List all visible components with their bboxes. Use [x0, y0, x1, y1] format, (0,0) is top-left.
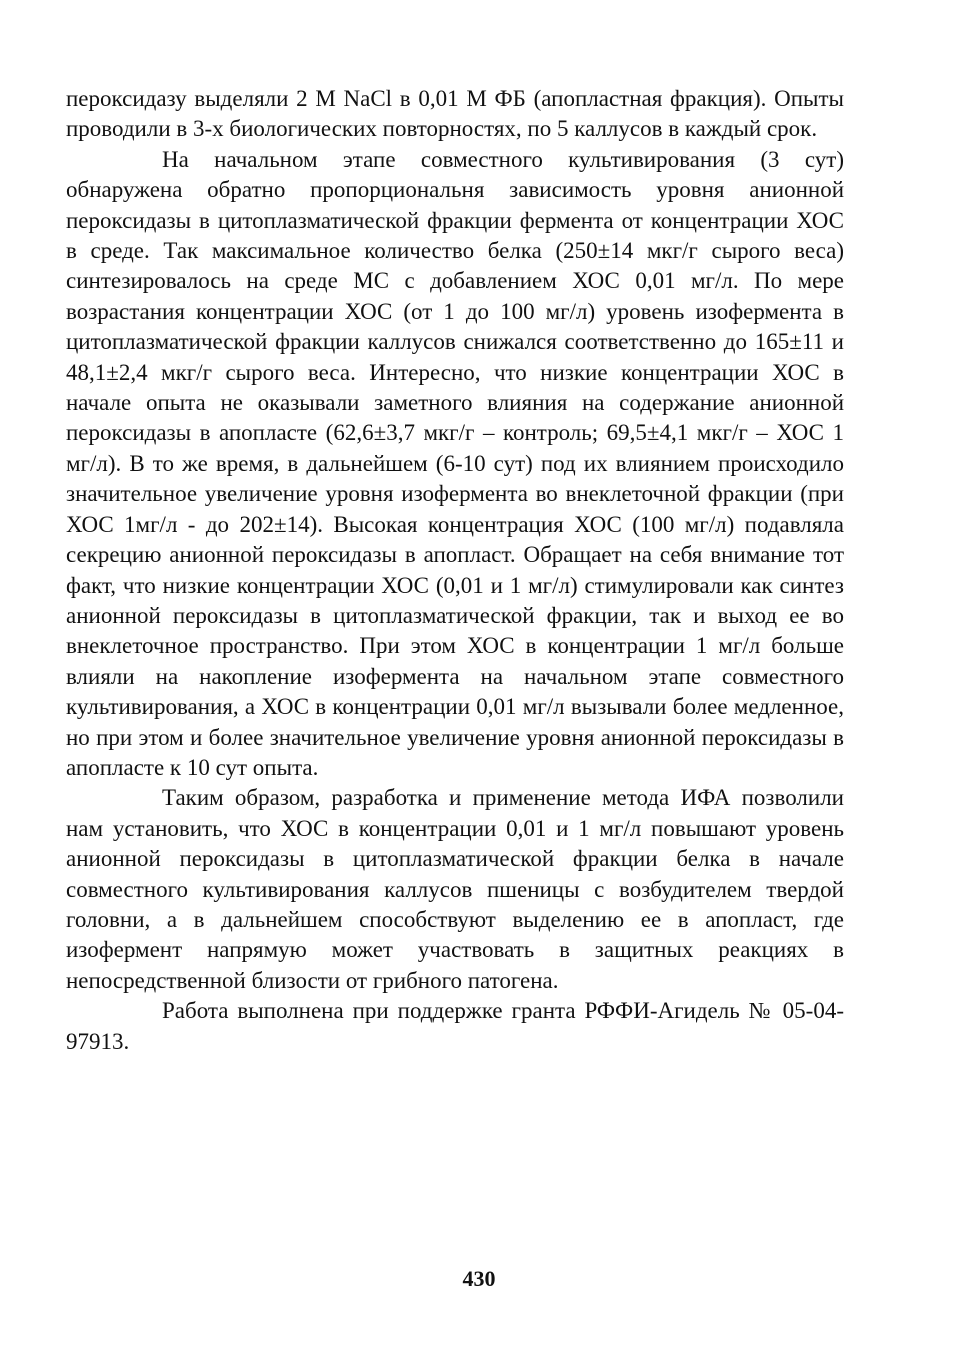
paragraph-3: Таким образом, разработка и применение метода ИФА позволили нам установить, что ХОС в концентрации 0,01 и 1 мг/л повышают уровень анионной пероксидазы в цитоплазматической фракции белка в начале совместного культивирования каллусов пшеницы с возбудителем твердой головни, а в дальнейшем способствуют выделению ее в апопласт, где изофермент напрямую может участвовать в защитных реакциях в непосредственной близости от грибного патогена. [66, 785, 844, 993]
paragraph-4: Работа выполнена при поддержке гранта РФФИ-Агидель № 05-04-97913. [66, 998, 844, 1054]
page-number: 430 [462, 1266, 496, 1291]
page-body [66, 84, 844, 1057]
paragraph-1: пероксидазу выделяли 2 М NaCl в 0,01 М ФБ (апопластная фракция). Опыты проводили в 3-х биологических повторностях, по 5 каллусов в каждый срок. [66, 86, 844, 142]
paragraph-2: На начальном этапе совместного культивирования (3 сут) обнаружена обратно пропорциональня зависимость уровня анионной пероксидазы в цитоплазматической фракции фермента от концентрации ХОС в среде. Так максимальное количество белка (250±14 мкг/г сырого веса) синтезировалось на среде МС с добавлением ХОС 0,01 мг/л. По мере возрастания концентрации ХОС (от 1 до 100 мг/л) уровень изофермента в цитоплазматической фракции каллусов снижался соответственно до 165±11 и 48,1±2,4 мкг/г сырого веса. Интересно, что низкие концентрации ХОС в начале опыта не оказывали заметного влияния на содержание анионной пероксидазы в апопласте (62,6±3,7 мкг/г – контроль; 69,5±4,1 мкг/г – ХОС 1 мг/л). В то же время, в дальнейшем (6-10 сут) под их влиянием происходило значительное увеличение уровня изофермента во внеклеточной фракции (при ХОС 1мг/л - до 202±14). Высокая концентрация ХОС (100 мг/л) подавляла секрецию анионной пероксидазы в апопласт. Обращает на себя внимание тот факт, что низкие концентрации ХОС (0,01 и 1 мг/л) стимулировали как синтез анионной пероксидазы в цитоплазматической фракции, так и выход ее во внеклеточное пространство. При этом ХОС в концентрации 1 мг/л больше влияли на накопление изофермента на начальном этапе совместного культивирования, а ХОС в концентрации 0,01 мг/л вызывали более медленное, но при этом и более значительное увеличение уровня анионной пероксидазы в апопласте к 10 сут опыта. [66, 146, 844, 780]
